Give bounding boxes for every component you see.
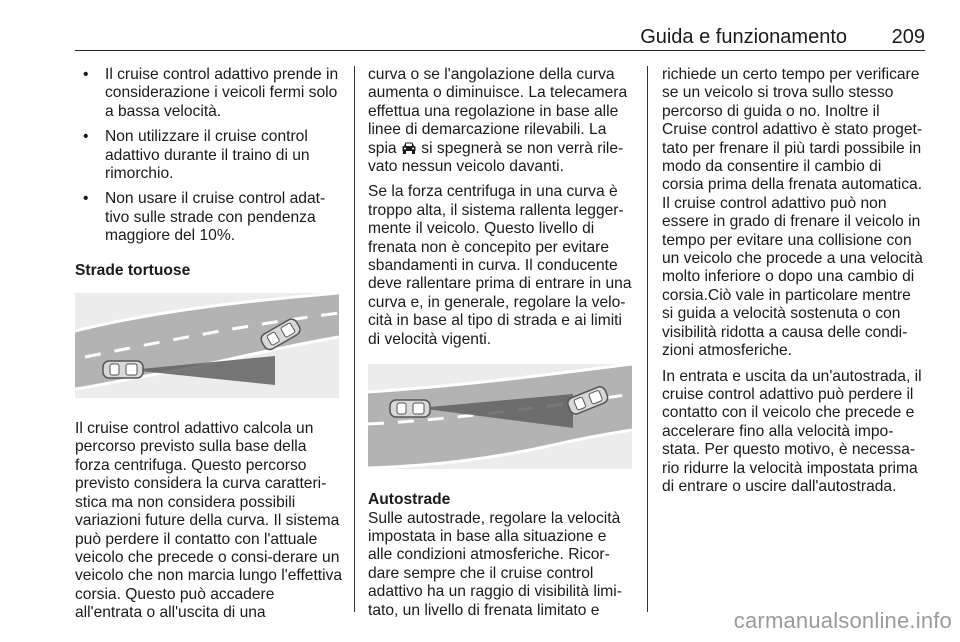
bullet-text: Non utilizzare il cruise control adattivo durante il traino di un rimorchio. [105, 128, 310, 183]
paragraph: In entrata e uscita da un'autostrada, il cruise control adattivo può perdere il contatto con il veicolo che precede e accelerare fino alla velocità impo-stata. Per questo motivo, è necessa-rio ridurre la velocità impostata prima di entrare o uscire dall'autostrada. [662, 367, 922, 495]
column-1 [75, 66, 343, 630]
list-item [75, 128, 343, 183]
paragraph: Sulle autostrade, regolare la velocità impostata in base alla situazione e alle condizioni atmosferiche. Ricor-dare sempre che il cruise control adattivo ha un raggio di visibilità limi-tato, un livello di frenata limitato e [368, 509, 622, 619]
subheading-highways: Autostrade [368, 491, 451, 509]
vehicle-ahead-icon [401, 141, 417, 155]
page-number: 209 [891, 26, 925, 48]
bullet-icon: • [83, 128, 89, 146]
bullet-icon: • [83, 66, 89, 83]
bullet-list [75, 66, 343, 246]
column-divider-1 [354, 66, 355, 612]
bullet-text: Il cruise control adattivo prende in considerazione i veicoli fermi solo a bassa velocità. [105, 66, 339, 120]
bullet-text: Non usare il cruise control adat-tivo sulle strade con pendenza maggiore del 10%. [105, 190, 326, 245]
paragraph: Il cruise control adattivo calcola un percorso previsto sulla base della forza centrifuga. Questo percorso previsto considera la curva caratteri-stica ma non considera possibili variazioni future della curva. Il sistema può perdere il contatto con l'attuale veicolo che precede o consi-derare un veicolo che non marcia lungo l'effettiva corsia. Questo può accadere all'entrata o all'uscita di una [75, 420, 343, 622]
paragraph-text: si spegnerà se non verrà rile-vato nessun veicolo davanti. [368, 139, 624, 176]
winding-road-illustration [75, 293, 339, 398]
column-3 [662, 66, 926, 503]
paragraph: Se la forza centrifuga in una curva è troppo alta, il sistema rallenta legger-mente il veicolo. Questo livello di frenata non è concepito per evitare sbandamenti in curva. Il conducente deve rallentare prima di entrare in una curva e, in generale, regolare la velo-cità in base al tipo di strada e ai limiti di velocità vigenti. [368, 183, 632, 348]
list-item [75, 190, 343, 245]
paragraph-text: curva o se l'angolazione della curva aumenta o diminuisce. La telecamera effettua una regolazione in base alle linee di demarcazione rilevabili. La spia [368, 66, 628, 157]
page-header [75, 22, 925, 51]
column-2 [368, 66, 632, 627]
watermark: carmanualsonline.info [733, 608, 952, 633]
column-divider-2 [647, 66, 648, 612]
paragraph: richiede un certo tempo per verificare se un veicolo si trova sullo stesso percorso di guida o no. Inoltre il Cruise control adattivo è stato proget-tato per frenare il più tardi possibile in modo da consentire il cambio di corsia prima della frenata automatica. Il cruise control adattivo può non essere in grado di frenare il veicolo in tempo per evitare una collisione con un veicolo che procede a una velocità molto inferiore o dopo una cambio di corsia.Ciò vale in particolare mentre si guida a velocità sostenuta o con visibilità ridotta a causa delle condi-zioni atmosferiche. [662, 66, 923, 360]
paragraph [368, 66, 632, 176]
section-title: Guida e funzionamento [640, 26, 847, 48]
highway-illustration [368, 364, 632, 469]
list-item [75, 66, 343, 121]
subheading-winding-roads: Strade tortuose [75, 261, 191, 279]
bullet-icon: • [83, 190, 89, 208]
